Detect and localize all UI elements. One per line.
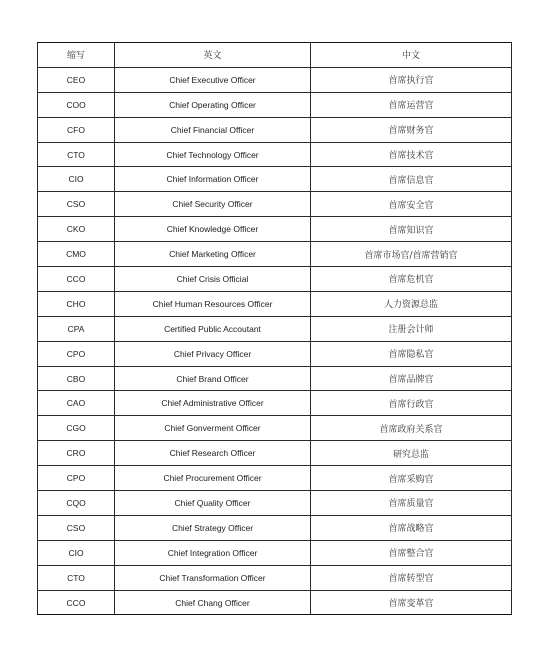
chinese-title-cell: 首席转型官 <box>311 565 512 590</box>
english-title-cell: Chief Gonverment Officer <box>115 416 311 441</box>
english-title-cell: Chief Knowledge Officer <box>115 217 311 242</box>
abbreviation-cell: CBO <box>38 366 115 391</box>
english-title-cell: Chief Operating Officer <box>115 92 311 117</box>
english-title-cell: Chief Procurement Officer <box>115 466 311 491</box>
abbreviation-cell: CEO <box>38 67 115 92</box>
english-title-cell: Chief Crisis Official <box>115 267 311 292</box>
executive-title-table <box>37 42 512 615</box>
chinese-title-cell: 首席采购官 <box>311 466 512 491</box>
table-body <box>38 67 512 615</box>
abbreviation-cell: CTO <box>38 142 115 167</box>
table-row <box>38 416 512 441</box>
chinese-title-cell: 注册会计师 <box>311 316 512 341</box>
abbreviation-cell: CAO <box>38 391 115 416</box>
chinese-title-cell: 首席品牌官 <box>311 366 512 391</box>
abbreviation-cell: CGO <box>38 416 115 441</box>
chinese-title-cell: 人力资源总监 <box>311 291 512 316</box>
english-title-cell: Chief Transformation Officer <box>115 565 311 590</box>
abbreviation-cell: COO <box>38 92 115 117</box>
english-title-cell: Chief Research Officer <box>115 441 311 466</box>
table-row <box>38 242 512 267</box>
table-row <box>38 217 512 242</box>
english-title-cell: Chief Brand Officer <box>115 366 311 391</box>
chinese-title-cell: 首席行政官 <box>311 391 512 416</box>
header-chinese: 中文 <box>311 43 512 68</box>
english-title-cell: Chief Technology Officer <box>115 142 311 167</box>
english-title-cell: Chief Security Officer <box>115 192 311 217</box>
table-row <box>38 540 512 565</box>
table-row <box>38 291 512 316</box>
abbreviation-cell: CCO <box>38 267 115 292</box>
english-title-cell: Chief Integration Officer <box>115 540 311 565</box>
english-title-cell: Chief Privacy Officer <box>115 341 311 366</box>
abbreviation-cell: CIO <box>38 167 115 192</box>
chinese-title-cell: 首席隐私官 <box>311 341 512 366</box>
english-title-cell: Chief Chang Officer <box>115 590 311 615</box>
english-title-cell: Chief Information Officer <box>115 167 311 192</box>
english-title-cell: Chief Strategy Officer <box>115 515 311 540</box>
english-title-cell: Chief Marketing Officer <box>115 242 311 267</box>
abbreviation-cell: CPO <box>38 341 115 366</box>
abbreviation-cell: CTO <box>38 565 115 590</box>
chinese-title-cell: 首席运营官 <box>311 92 512 117</box>
table-row <box>38 565 512 590</box>
chinese-title-cell: 首席质量官 <box>311 491 512 516</box>
table-row <box>38 590 512 615</box>
table-row <box>38 267 512 292</box>
chinese-title-cell: 首席执行官 <box>311 67 512 92</box>
table-row <box>38 92 512 117</box>
abbreviation-cell: CPO <box>38 466 115 491</box>
english-title-cell: Chief Administrative Officer <box>115 391 311 416</box>
abbreviation-cell: CHO <box>38 291 115 316</box>
chinese-title-cell: 首席危机官 <box>311 267 512 292</box>
table-header <box>38 43 512 68</box>
table-row <box>38 391 512 416</box>
english-title-cell: Chief Financial Officer <box>115 117 311 142</box>
table-row <box>38 167 512 192</box>
chinese-title-cell: 首席变革官 <box>311 590 512 615</box>
table-row <box>38 491 512 516</box>
header-abbreviation: 缩写 <box>38 43 115 68</box>
chinese-title-cell: 首席信息官 <box>311 167 512 192</box>
chinese-title-cell: 首席技术官 <box>311 142 512 167</box>
table-row <box>38 316 512 341</box>
abbreviation-cell: CRO <box>38 441 115 466</box>
table-row <box>38 466 512 491</box>
english-title-cell: Chief Quality Officer <box>115 491 311 516</box>
table-row <box>38 117 512 142</box>
chinese-title-cell: 研究总监 <box>311 441 512 466</box>
abbreviation-cell: CKO <box>38 217 115 242</box>
abbreviation-cell: CCO <box>38 590 115 615</box>
chinese-title-cell: 首席市场官/首席营销官 <box>311 242 512 267</box>
english-title-cell: Chief Human Resources Officer <box>115 291 311 316</box>
chinese-title-cell: 首席安全官 <box>311 192 512 217</box>
table-row <box>38 192 512 217</box>
table-row <box>38 441 512 466</box>
abbreviation-cell: CIO <box>38 540 115 565</box>
english-title-cell: Chief Executive Officer <box>115 67 311 92</box>
table-row <box>38 67 512 92</box>
chinese-title-cell: 首席战略官 <box>311 515 512 540</box>
abbreviation-cell: CQO <box>38 491 115 516</box>
chinese-title-cell: 首席政府关系官 <box>311 416 512 441</box>
header-english: 英文 <box>115 43 311 68</box>
abbreviation-cell: CSO <box>38 192 115 217</box>
chinese-title-cell: 首席知识官 <box>311 217 512 242</box>
english-title-cell: Certified Public Accoutant <box>115 316 311 341</box>
abbreviation-cell: CFO <box>38 117 115 142</box>
table-row <box>38 142 512 167</box>
abbreviation-cell: CSO <box>38 515 115 540</box>
chinese-title-cell: 首席整合官 <box>311 540 512 565</box>
header-row <box>38 43 512 68</box>
table-row <box>38 366 512 391</box>
abbreviation-cell: CMO <box>38 242 115 267</box>
table-row <box>38 341 512 366</box>
chinese-title-cell: 首席财务官 <box>311 117 512 142</box>
table-row <box>38 515 512 540</box>
abbreviation-cell: CPA <box>38 316 115 341</box>
